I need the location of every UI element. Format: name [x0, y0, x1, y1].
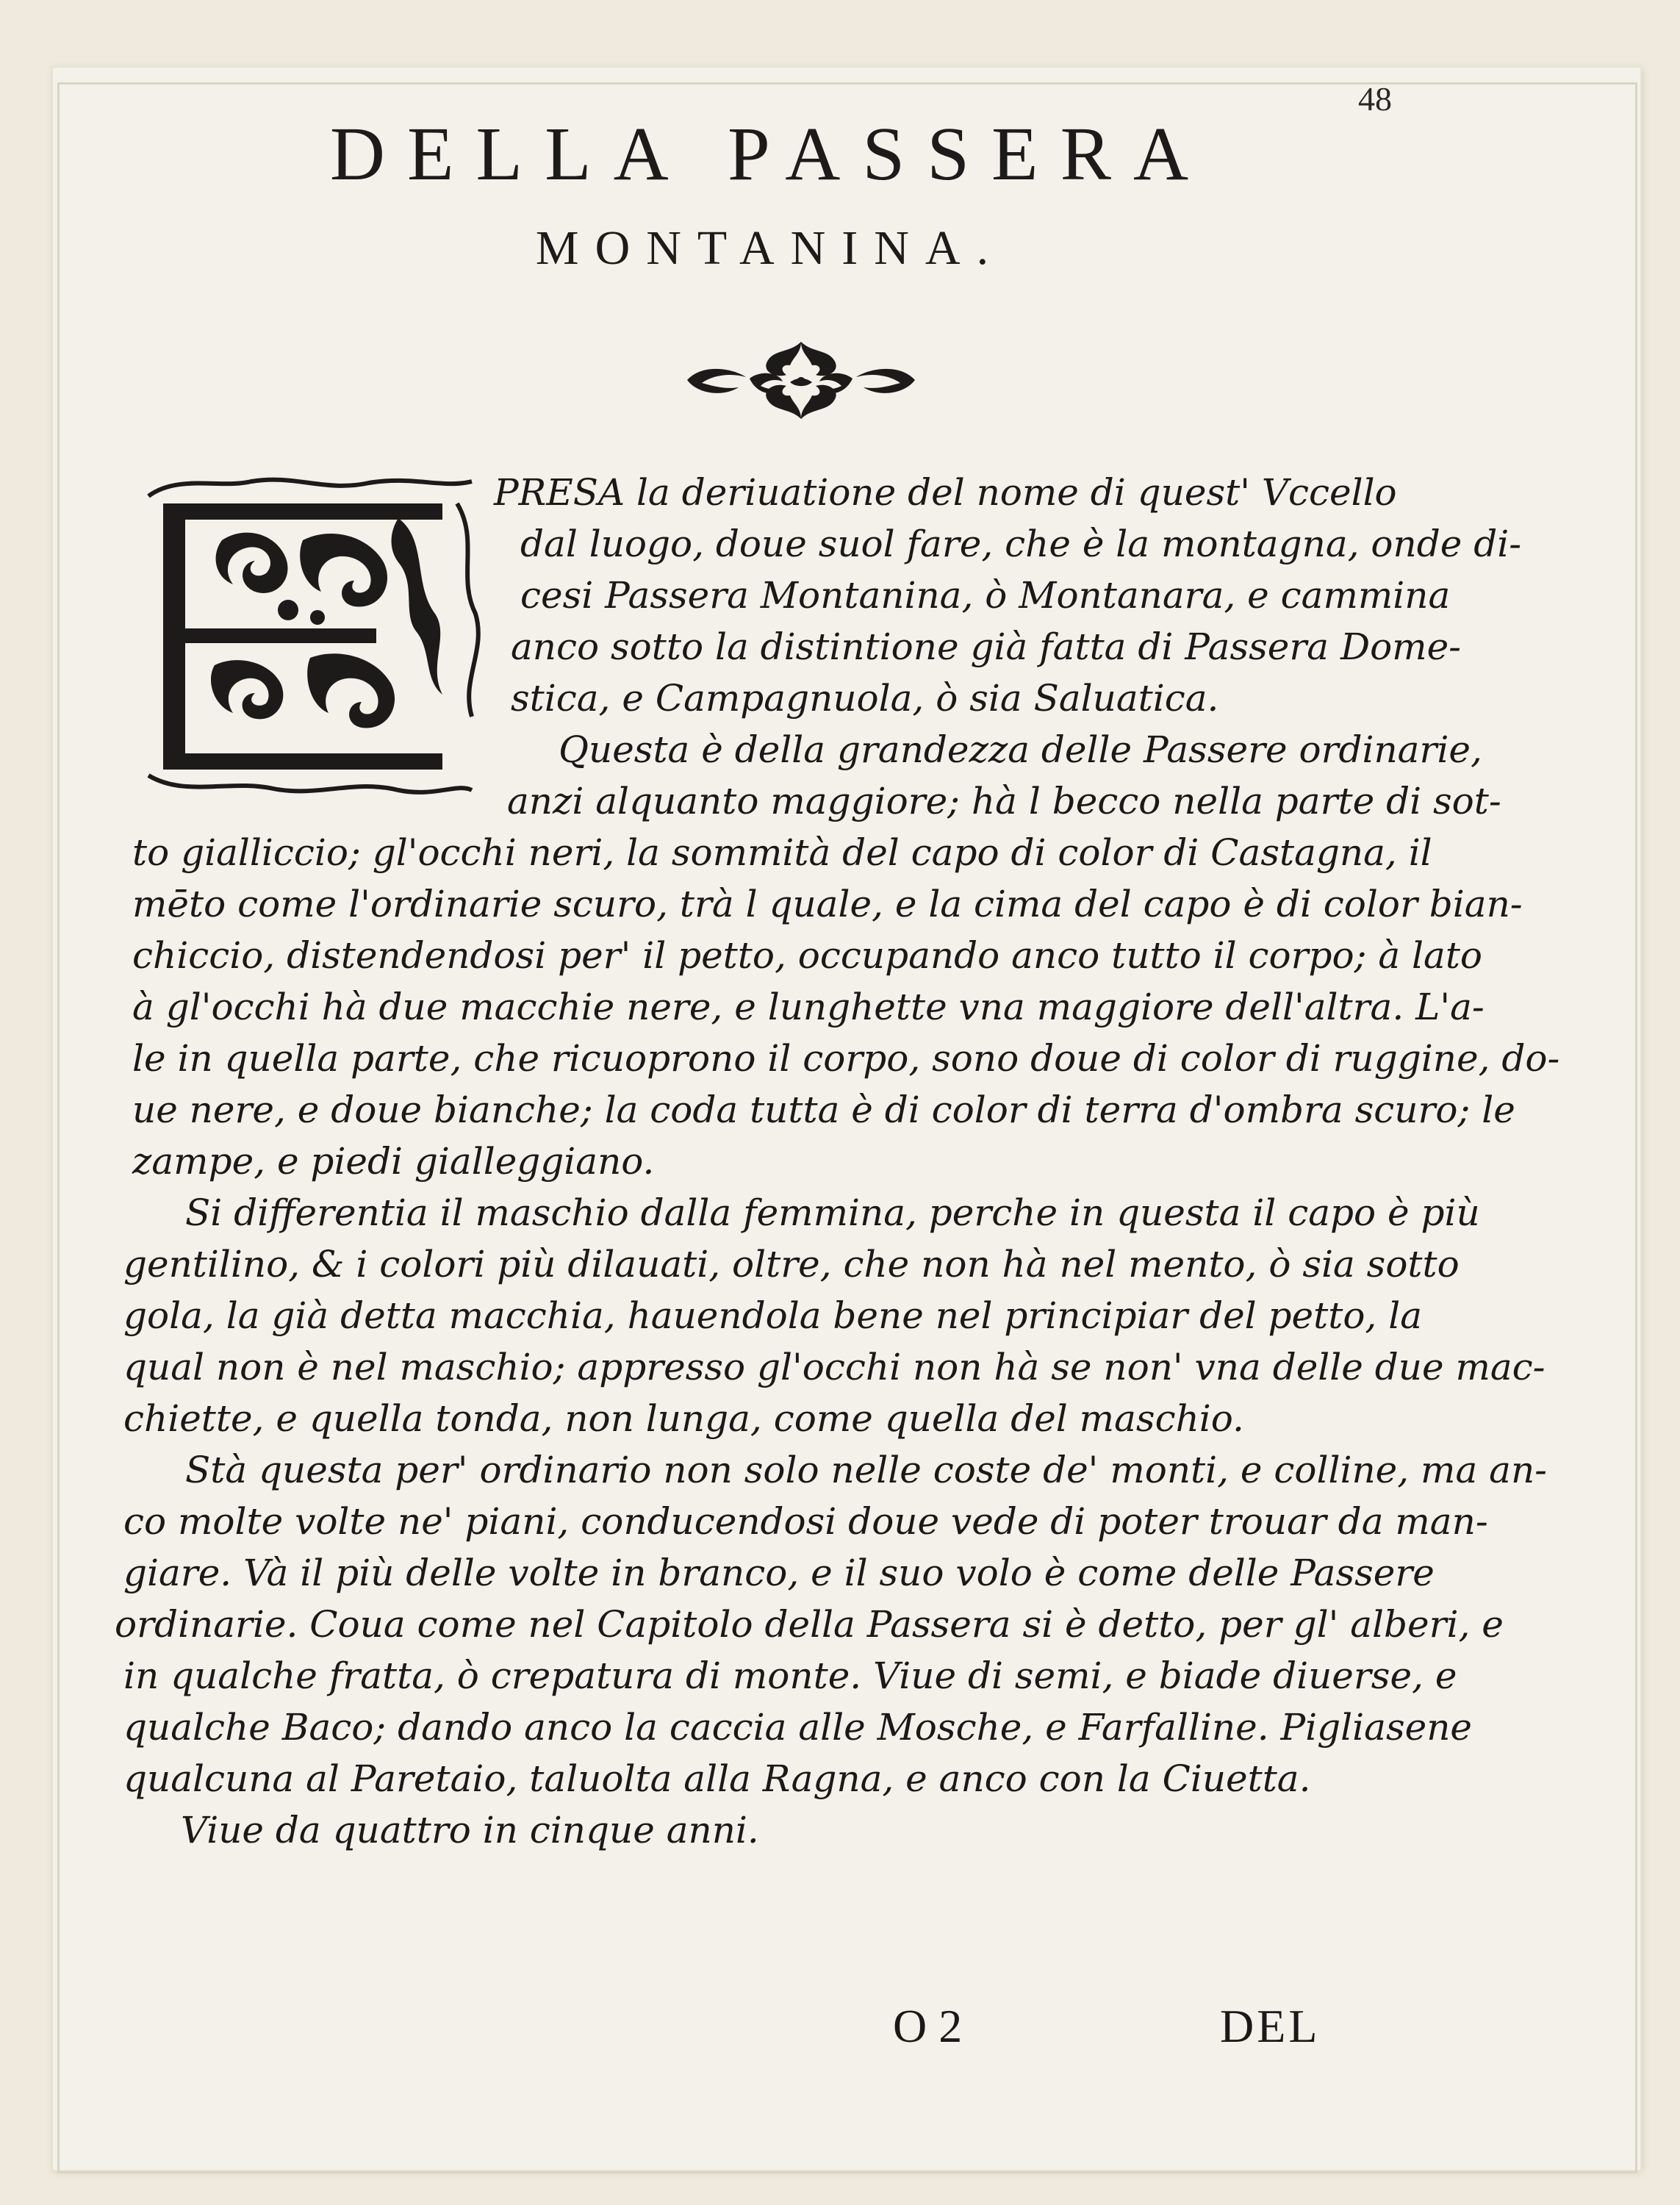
chapter-subtitle: MONTANINA. — [535, 221, 1005, 275]
text-line: Viue da quattro in cinque anni. — [181, 1809, 759, 1851]
text-line: Si differentia il maschio dalla femmina, perche in questa il capo è più — [185, 1191, 1480, 1234]
text-line: ordinarie. Coua come nel Capitolo della Passera si è detto, per gl' alberi, e — [115, 1603, 1504, 1646]
signature-mark: O 2 — [893, 2000, 963, 2052]
text-line: co molte volte ne' piani, conducendosi doue vede di poter trouar da man- — [123, 1500, 1488, 1543]
text-line: mēto come l'ordinarie scuro, trà l quale, e la cima del capo è di color bian- — [132, 883, 1523, 925]
text-line: stica, e Campagnuola, ò sia Saluatica. — [511, 677, 1219, 720]
page-number: 48 — [1358, 80, 1392, 118]
text-line: zampe, e piedi gialleggiano. — [132, 1140, 655, 1183]
text-line: anzi alquanto maggiore; hà l becco nella parte di sot- — [507, 780, 1501, 822]
catchword: DEL — [1220, 2000, 1321, 2052]
text-line: anco sotto la distintione già fatta di Passera Dome- — [511, 625, 1462, 668]
text-line: in qualche fratta, ò crepatura di monte. Viue di semi, e biade diuerse, e — [123, 1654, 1457, 1697]
drop-cap-initial — [134, 474, 487, 797]
text-line: qualche Baco; dando anco la caccia alle Mosche, e Farfalline. Pigliasene — [123, 1706, 1472, 1749]
text-line: PRESA la deriuatione del nome di quest' Vccello — [494, 471, 1397, 514]
text-line: gola, la già detta macchia, hauendola bene nel principiar del petto, la — [123, 1294, 1423, 1337]
ornament-icon — [680, 334, 922, 426]
text-line: cesi Passera Montanina, ò Montanara, e cammina — [520, 574, 1451, 617]
text-line: chiccio, distendendosi per' il petto, occupando anco tutto il corpo; à lato — [132, 934, 1483, 977]
text-line: chiette, e quella tonda, non lunga, come quella del maschio. — [123, 1397, 1244, 1440]
text-line: giare. Và il più delle volte in branco, e il suo volo è come delle Passere — [123, 1552, 1435, 1594]
text-line: à gl'occhi hà due macchie nere, e lunghette vna maggiore dell'altra. L'a- — [132, 986, 1485, 1028]
text-line: le in quella parte, che ricuoprono il corpo, sono doue di color di ruggine, do- — [132, 1037, 1560, 1080]
text-line: dal luogo, doue suol fare, che è la montagna, onde di- — [520, 523, 1522, 565]
chapter-title: DELLA PASSERA — [329, 112, 1211, 196]
text-line: gentilino, & i colori più dilauati, oltre, che non hà nel mento, ò sia sotto — [123, 1243, 1460, 1286]
text-line: ue nere, e doue bianche; la coda tutta è di color di terra d'ombra scuro; le — [132, 1089, 1515, 1131]
text-line: to gialliccio; gl'occhi neri, la sommità del capo di color di Castagna, il — [132, 831, 1432, 874]
text-line: Questa è della grandezza delle Passere ordinarie, — [559, 728, 1482, 771]
text-line: qualcuna al Paretaio, taluolta alla Ragna, e anco con la Ciuetta. — [123, 1757, 1311, 1800]
text-line: qual non è nel maschio; appresso gl'occhi non hà se non' vna delle due mac- — [123, 1346, 1546, 1388]
text-line: Stà questa per' ordinario non solo nelle coste de' monti, e colline, ma an- — [185, 1449, 1548, 1491]
